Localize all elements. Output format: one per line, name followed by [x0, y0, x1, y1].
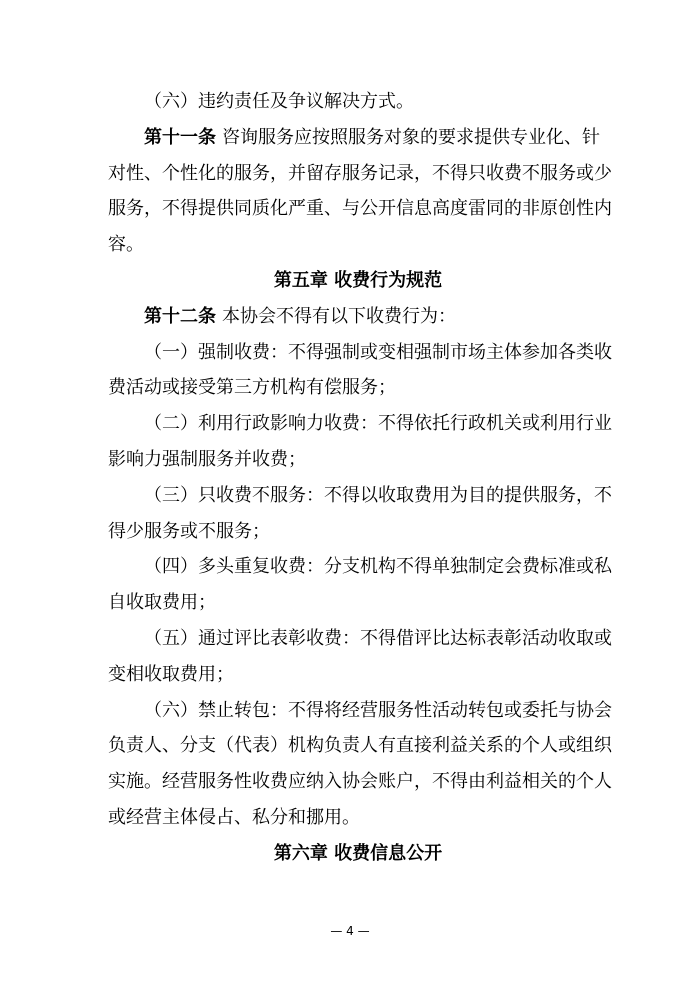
paragraph-line: （六）违约责任及争议解决方式。	[144, 91, 414, 112]
paragraph-line: （三）只收费不服务：不得以收取费用为目的提供服务，不	[144, 484, 612, 506]
paragraph-line: 负责人、分支（代表）机构负责人有直接利益关系的个人或组织	[108, 735, 612, 757]
paragraph-line: （四）多头重复收费：分支机构不得单独制定会费标准或私	[144, 556, 612, 578]
paragraph-line: （二）利用行政影响力收费：不得依托行政机关或利用行业	[144, 413, 612, 435]
paragraph-line: 实施。经营服务性收费应纳入协会账户，不得由利益相关的个人	[108, 771, 612, 793]
document-body	[108, 84, 612, 872]
chapter-5-heading: 第五章 收费行为规范	[273, 269, 443, 291]
paragraph-line: 容。	[108, 234, 144, 256]
paragraph-line: 得少服务或不服务；	[108, 520, 270, 542]
paragraph-line: 服务，不得提供同质化严重、与公开信息高度雷同的非原创性内	[108, 198, 612, 220]
article-11-line	[108, 120, 608, 156]
article-12-text: 本协会不得有以下收费行为：	[222, 305, 456, 327]
paragraph-line: 对性、个性化的服务，并留存服务记录，不得只收费不服务或少	[108, 162, 612, 184]
paragraph-line: （五）通过评比表彰收费：不得借评比达标表彰活动收取或	[144, 627, 612, 649]
paragraph-line: 变相收取费用；	[108, 663, 234, 685]
paragraph-line: 影响力强制服务并收费；	[108, 448, 306, 470]
page-number: — 4 —	[330, 924, 370, 938]
paragraph-line: （六）禁止转包：不得将经营服务性活动转包或委托与协会	[144, 699, 612, 721]
article-12-line	[108, 299, 608, 335]
paragraph-line: 自收取费用；	[108, 592, 216, 614]
chapter-6-heading: 第六章 收费信息公开	[273, 842, 443, 864]
paragraph-line: （一）强制收费：不得强制或变相强制市场主体参加各类收	[144, 341, 612, 363]
article-11-title: 第十一条	[144, 126, 216, 148]
paragraph-line: 费活动或接受第三方机构有偿服务；	[108, 377, 396, 399]
article-12-title: 第十二条	[144, 305, 216, 327]
paragraph-line: 或经营主体侵占、私分和挪用。	[108, 806, 360, 828]
article-11-text: 咨询服务应按照服务对象的要求提供专业化、针	[222, 126, 600, 148]
